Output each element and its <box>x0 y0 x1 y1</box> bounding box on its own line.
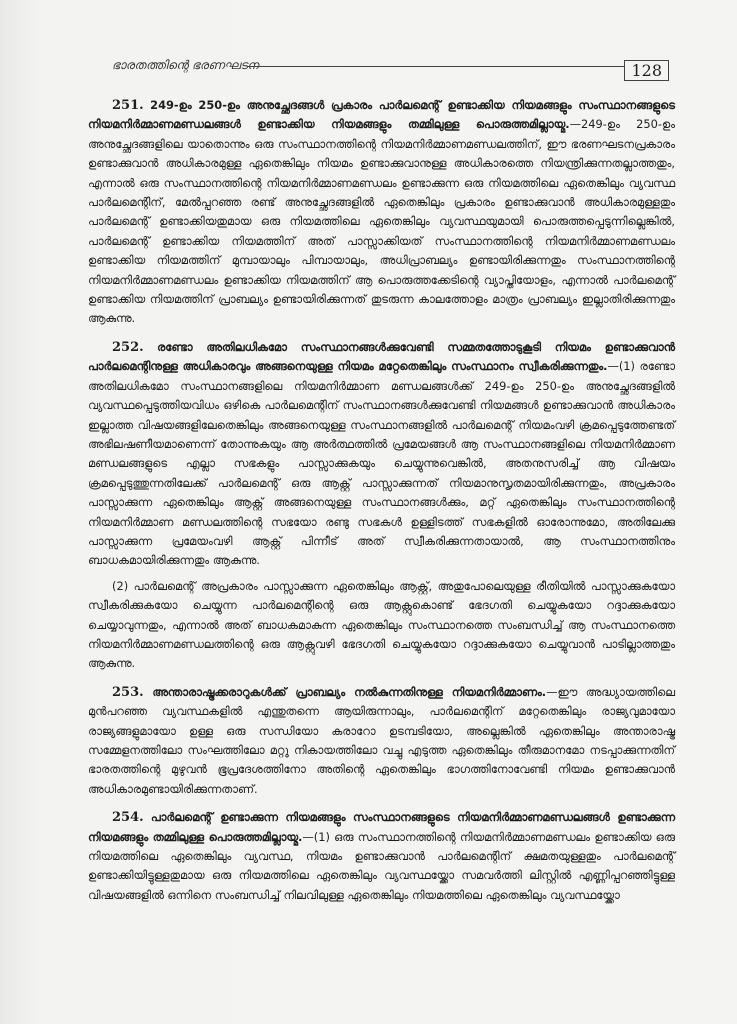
article-251 <box>88 96 675 329</box>
article-subclause: (2) പാർലമെന്റ് അപ്രകാരം പാസ്സാക്കുന്ന ഏതെങ്കിലും ആക്റ്റ്, അതുപോലെയുള്ള രീതിയിൽ പാസ്സാക്കുകയോ സ്വീകരിക്കുകയോ ചെയ്യുന്ന പാർലമെന്റിന്റെ ഒരു ആക്റ്റുകൊണ്ട് ഭേദഗതി ചെയ്യുകയോ റദ്ദാക്കുകയോ ചെയ്യാവുന്നതും, എന്നാൽ അത് ബാധകമാകുന്ന ഏതെങ്കിലും സംസ്ഥാനത്തെ സംബന്ധിച്ച് ആ സംസ്ഥാനത്തെ നിയമനിർമ്മാണമണ്ഡലത്തിന്റെ ഒരു ആക്റ്റുവഴി ഭേദഗതി ചെയ്യുകയോ റദ്ദാക്കുകയോ ചെയ്യുവാൻ പാടില്ലാത്തതും ആകുന്നു. <box>88 578 675 671</box>
article-number: 254. <box>112 810 144 826</box>
article-heading: പാർലമെന്റ് ഉണ്ടാക്കുന്ന നിയമങ്ങളും സംസ്ഥാനങ്ങളുടെ നിയമനിർമ്മാണമണ്ഡലങ്ങൾ ഉണ്ടാക്കുന്ന നിയമങ്ങളും തമ്മിലുള്ള പൊരുത്തമില്ലായ്മ. <box>88 810 675 844</box>
article-number: 253. <box>112 684 144 700</box>
page-number: 128 <box>624 60 669 81</box>
article-text: —ഈ അദ്ധ്യായത്തിലെ മുൻപറഞ്ഞ വ്യവസ്ഥകളിൽ എന്തുതന്നെ ആയിരുന്നാലും, പാർലമെന്റിന് മറ്റേതെങ്കിലും രാജ്യവുമായോ രാജ്യങ്ങളുമായോ ഉള്ള ഒരു സന്ധിയോ കരാറോ ഉടമ്പടിയോ, അല്ലെങ്കിൽ ഏതെങ്കിലും അന്താരാഷ്ട്ര സമ്മേളനത്തിലോ സംഘത്തിലോ മറ്റു നികായത്തിലോ വച്ചു എടുത്ത ഏതെങ്കിലും തീരുമാനമോ നടപ്പാക്കുന്നതിന് ഭാരതത്തിന്റെ മുഴുവൻ ഭൂപ്രദേശത്തിനോ അതിന്റെ ഏതെങ്കിലും ഭാഗത്തിനോവേണ്ടി നിയമം ഉണ്ടാക്കുവാൻ അധികാരമുണ്ടായിരിക്കുന്നതാണ്. <box>88 684 676 796</box>
article-paragraph <box>88 96 675 329</box>
article-254 <box>88 808 675 905</box>
article-text: —(1) ഒരു സംസ്ഥാനത്തിന്റെ നിയമനിർമ്മാണമണ്ഡലം ഉണ്ടാക്കിയ ഒരു നിയമത്തിലെ ഏതെങ്കിലും വ്യവസ്ഥ, നിയമം ഉണ്ടാക്കുവാൻ പാർലമെന്റിന് ക്ഷമതയുള്ളതും പാർലമെന്റ് ഉണ്ടാക്കിയിട്ടുള്ളതുമായ ഒരു നിയമത്തിലെ ഏതെങ്കിലും വ്യവസ്ഥയ്ക്കോ സമവർത്തി ലിസ്റ്റിൽ എണ്ണിപ്പറഞ്ഞിട്ടുള്ള വിഷയങ്ങളിൽ ഒന്നിനെ സംബന്ധിച്ച് നിലവിലുള്ള ഏതെങ്കിലും നിയമത്തിലെ ഏതെങ്കിലും വ്യവസ്ഥയ്ക്കോ <box>88 829 675 902</box>
header-rule <box>248 66 625 67</box>
article-heading: അന്താരാഷ്ട്രക്കരാറുകൾക്ക് പ്രാബല്യം നൽകുന്നതിനുള്ള നിയമനിർമ്മാണം. <box>152 684 547 699</box>
article-text: —(1) രണ്ടോ അതിലധികമോ സംസ്ഥാനങ്ങളിലെ നിയമനിർമ്മാണ മണ്ഡലങ്ങൾക്ക് 249-ഉം 250-ഉം അനുച്ഛേദങ്ങളിൽ വ്യവസ്ഥപ്പെടുത്തിയവിധം ഒഴികെ പാർലമെന്റിന് സംസ്ഥാനങ്ങൾക്കുവേണ്ടി നിയമങ്ങൾ ഉണ്ടാക്കുവാൻ അധികാരം ഇല്ലാത്ത വിഷയങ്ങളിലേതെങ്കിലും അങ്ങനെയുള്ള സംസ്ഥാനങ്ങളിൽ പാർലമെന്റ് നിയമംവഴി ക്രമപ്പെടുത്തേണ്ടത് അഭിലഷണീയമാണെന്ന് തോന്നുകയും ആ അർത്ഥത്തിൽ പ്രമേയങ്ങൾ ആ സംസ്ഥാനങ്ങളിലെ നിയമനിർമ്മാണ മണ്ഡലങ്ങളുടെ എല്ലാ സഭകളും പാസ്സാക്കുകയും ചെയ്യുന്നുവെങ്കിൽ, അതനുസരിച്ച് ആ വിഷയം ക്രമപ്പെടുത്തുന്നതിലേക്ക് പാർലമെന്റ് ഒരു ആക്റ്റ് പാസ്സാക്കുന്നത് നിയമാനുസൃതമായിരിക്കുന്നതും, അപ്രകാരം പാസ്സാക്കുന്ന ഏതെങ്കിലും ആക്റ്റ് അങ്ങനെയുള്ള സംസ്ഥാനങ്ങൾക്കും, മറ്റ് ഏതെങ്കിലും സംസ്ഥാനത്തിന്റെ നിയമനിർമ്മാണ മണ്ഡലത്തിന്റെ സഭയോ രണ്ടു സഭകൾ ഉള്ളിടത്ത് സഭകളിൽ ഓരോന്നുമോ, അതിലേക്കു പാസ്സാക്കുന്ന പ്രമേയംവഴി ആക്റ്റ് പിന്നീട് അത് സ്വീകരിക്കുന്നതായാൽ, ആ സംസ്ഥാനത്തിനും ബാധകമായിരിക്കുന്നതും ആകുന്നു. <box>88 359 675 568</box>
article-number: 252. <box>112 339 144 355</box>
article-paragraph <box>88 683 675 799</box>
article-heading: 249-ഉം 250-ഉം അനുച്ഛേദങ്ങൾ പ്രകാരം പാർലമെന്റ് ഉണ്ടാക്കിയ നിയമങ്ങളും സംസ്ഥാനങ്ങളുടെ നിയമനിർമ്മാണമണ്ഡലങ്ങൾ ഉണ്ടാക്കിയ നിയമങ്ങളും തമ്മിലുള്ള പൊരുത്തമില്ലായ്മ. <box>88 98 675 132</box>
article-252 <box>88 338 675 674</box>
article-253 <box>88 683 675 799</box>
article-paragraph <box>88 338 675 571</box>
article-paragraph <box>88 808 675 905</box>
article-number: 251. <box>112 98 144 113</box>
article-body <box>88 96 675 914</box>
article-text: —249-ഉം 250-ഉം അനുച്ഛേദങ്ങളിലെ യാതൊന്നും ഒരു സംസ്ഥാനത്തിന്റെ നിയമനിർമ്മാണമണ്ഡലത്തിന്, ഈ ഭരണഘടനപ്രകാരം ഉണ്ടാക്കുവാൻ അധികാരമുള്ള ഏതെങ്കിലും നിയമം ഉണ്ടാക്കുവാനുള്ള അധികാരത്തെ നിയന്ത്രിക്കുന്നതല്ലാത്തതും, എന്നാൽ ഒരു സംസ്ഥാനത്തിന്റെ നിയമനിർമ്മാണമണ്ഡലം ഉണ്ടാക്കുന്ന ഒരു നിയമത്തിലെ ഏതെങ്കിലും വ്യവസ്ഥ പാർലമെന്റിന്, മേൽപ്പറഞ്ഞ രണ്ട് അനുച്ഛേദങ്ങളിൽ ഏതെങ്കിലും പ്രകാരം ഉണ്ടാക്കുവാൻ അധികാരമുള്ളതും പാർലമെന്റ് ഉണ്ടാക്കിയതുമായ ഒരു നിയമത്തിലെ ഏതെങ്കിലും വ്യവസ്ഥയുമായി പൊരുത്തപ്പെടുന്നില്ലെങ്കിൽ, പാർലമെന്റ് ഉണ്ടാക്കിയ നിയമത്തിന് അത് പാസ്സാക്കിയത് സംസ്ഥാനത്തിന്റെ നിയമനിർമ്മാണമണ്ഡലം ഉണ്ടാക്കിയ നിയമത്തിന് മുമ്പായാലും പിമ്പായാലും, അധിപ്രാബല്യം ഉണ്ടായിരിക്കുന്നതും സംസ്ഥാനത്തിന്റെ നിയമനിർമ്മാണമണ്ഡലം ഉണ്ടാക്കിയ നിയമത്തിന് ആ പൊരുത്തക്കേടിന്റെ വ്യാപ്തിയോളം, എന്നാൽ പാർലമെന്റ് ഉണ്ടാക്കിയ നിയമത്തിന് പ്രാബല്യം ഉണ്ടായിരിക്കുന്നത് തുടരുന്ന കാലത്തോളം മാത്രം പ്രാബല്യം ഇല്ലാതിരിക്കുന്നതും ആകുന്നു. <box>88 117 675 326</box>
article-heading: രണ്ടോ അതിലധികമോ സംസ്ഥാനങ്ങൾക്കുവേണ്ടി സമ്മതത്തോടുകൂടി നിയമം ഉണ്ടാക്കുവാൻ പാർലമെന്റിനുള്ള അധികാരവും അങ്ങനെയുള്ള നിയമം മറ്റേതെങ്കിലും സംസ്ഥാനം സ്വീകരിക്കുന്നതും. <box>88 339 675 374</box>
running-head: ഭാരതത്തിന്റെ ഭരണഘടന <box>112 58 259 72</box>
